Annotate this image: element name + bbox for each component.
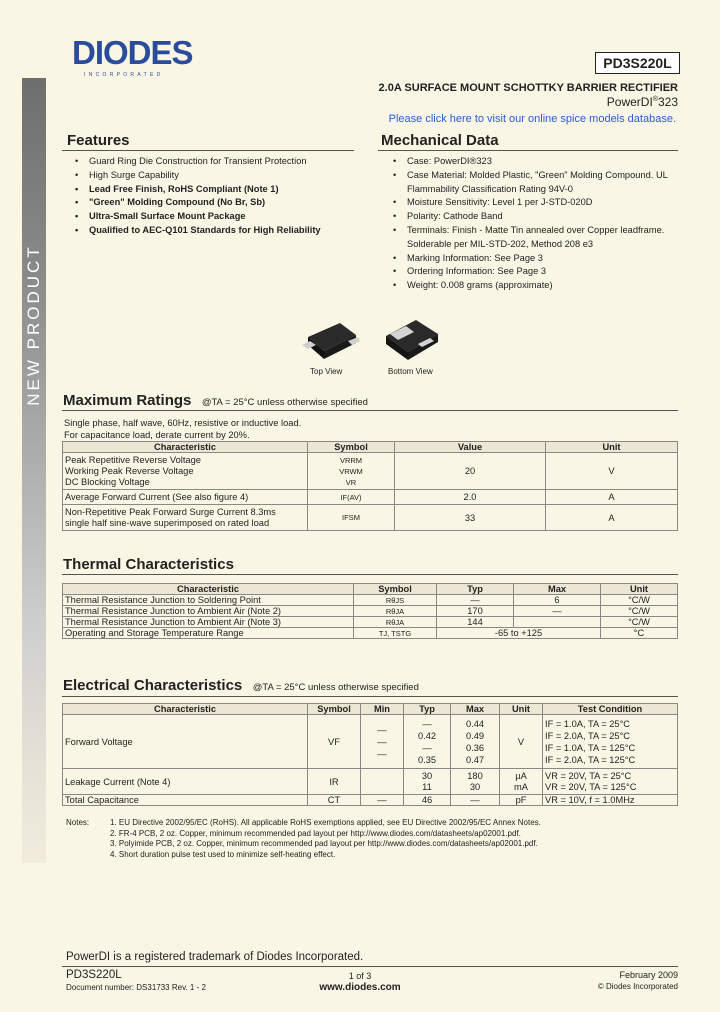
side-band [22, 78, 46, 863]
thermal-rule [62, 574, 678, 575]
table-row: Leakage Current (Note 4) IR 30 11 180 30 µA mA VR = 20V, TA = 25°C VR = 20V, TA = 125°C [63, 769, 678, 795]
doc-title: 2.0A SURFACE MOUNT SCHOTTKY BARRIER RECTIFIER [378, 82, 678, 94]
features-rule [62, 150, 354, 151]
electrical-table [62, 703, 678, 806]
package-top-view-image [300, 315, 360, 367]
thermal-title: Thermal Characteristics [63, 556, 234, 573]
part-number: PD3S220L [595, 52, 680, 74]
spice-models-link[interactable]: Please click here to visit our online spice models database. [388, 113, 676, 125]
mechanical-title: Mechanical Data [381, 132, 499, 149]
list-item: • Ordering Information: See Page 3 [393, 266, 547, 277]
electrical-heading: Electrical Characteristics @TA = 25°C unless otherwise specified [63, 677, 419, 694]
note-item: 4. Short duration pulse test used to minimize self-heating effect. [110, 849, 336, 859]
list-item: • Weight: 0.008 grams (approximate) [393, 280, 553, 291]
footer-part: PD3S220L [66, 969, 122, 981]
package-name: PowerDI®323 [606, 95, 678, 109]
note-item: 2. FR-4 PCB, 2 oz. Copper, minimum recommended pad layout per http://www.diodes.com/datasheets/ap02001.pdf. [110, 828, 521, 838]
footer-docnum: Document number: DS31733 Rev. 1 - 2 [66, 983, 206, 992]
table-header-row: Characteristic Symbol Min Typ Max Unit Test Condition [63, 704, 678, 715]
notes-list [110, 818, 678, 860]
table-row: Forward Voltage VF — — — — 0.42 — 0.35 0.44 0.49 0.36 0.47 V IF = 1.0A, TA = 25°C IF = 2.0A, TA = 25°C IF = 1.0A, TA = 125°C IF = 2.0A, TA = 125°C [63, 715, 678, 769]
top-view-caption: Top View [310, 367, 343, 376]
diodes-logo: DIODES [72, 34, 193, 71]
electrical-rule [62, 696, 678, 697]
note-item: 3. Polyimide PCB, 2 oz. Copper, minimum recommended pad layout per http://www.diodes.com/datasheets/ap02001.pdf. [110, 839, 538, 848]
table-header-row: Characteristic Symbol Typ Max Unit [63, 584, 678, 595]
features-list [75, 155, 359, 238]
table-row: Total Capacitance CT — 46 — pF VR = 10V, f = 1.0MHz [63, 795, 678, 806]
footer-url[interactable]: www.diodes.com [319, 982, 401, 993]
footer-rule [62, 966, 678, 967]
list-item: • Moisture Sensitivity: Level 1 per J-STD-020D [393, 197, 593, 208]
logo-subtitle: INCORPORATED [84, 72, 164, 78]
list-item: • "Green" Molding Compound (No Br, Sb) [75, 197, 266, 208]
footer-page: 1 of 3 [348, 971, 372, 981]
footer-date: February 2009 [619, 970, 678, 980]
new-product-label: NEW PRODUCT [24, 244, 43, 406]
max-ratings-rule [62, 410, 678, 411]
thermal-table [62, 583, 678, 639]
package-bottom-view-image [380, 312, 442, 368]
table-row: Operating and Storage Temperature Range TJ, TSTG -65 to +125 °C [63, 628, 678, 639]
max-ratings-heading: Maximum Ratings @TA = 25°C unless otherwise specified [63, 392, 368, 409]
list-item: • Marking Information: See Page 3 [393, 252, 543, 263]
features-title: Features [67, 132, 130, 149]
list-item: • Qualified to AEC-Q101 Standards for High Reliability [75, 224, 321, 235]
list-item: • High Surge Capability [75, 169, 179, 180]
table-row: Thermal Resistance Junction to Ambient Air (Note 3) RθJA 144 °C/W [63, 617, 678, 628]
table-row: Non-Repetitive Peak Forward Surge Current 8.3ms single half sine-wave superimposed on rated load IFSM 33 A [63, 505, 678, 531]
trademark-note: PowerDI is a registered trademark of Diodes Incorporated. [66, 951, 364, 963]
list-item: • Ultra-Small Surface Mount Package [75, 211, 246, 222]
max-ratings-table [62, 441, 678, 531]
table-row: Peak Repetitive Reverse Voltage Working Peak Reverse Voltage DC Blocking Voltage VRRM VRWM VR 20 V [63, 453, 678, 490]
list-item: • Case Material: Molded Plastic, "Green" Molding Compound. UL Flammability Classification Rating 94V-0 [393, 169, 668, 194]
footer-copyright: © Diodes Incorporated [597, 982, 678, 991]
list-item: • Case: PowerDI®323 [393, 156, 492, 166]
notes-label: Notes: [66, 818, 90, 827]
list-item: • Terminals: Finish - Matte Tin annealed over Copper leadframe. Solderable per MIL-STD-202, Method 208 e3 [393, 224, 665, 249]
table-header-row: Characteristic Symbol Value Unit [63, 442, 678, 453]
table-row: Average Forward Current (See also figure 4) IF(AV) 2.0 A [63, 490, 678, 505]
mechanical-list [393, 155, 679, 293]
list-item: • Lead Free Finish, RoHS Compliant (Note 1) [75, 183, 279, 194]
table-row: Thermal Resistance Junction to Ambient Air (Note 2) RθJA 170 — °C/W [63, 606, 678, 617]
list-item: • Polarity: Cathode Band [393, 211, 503, 222]
table-row: Thermal Resistance Junction to Soldering Point RθJS — 6 °C/W [63, 595, 678, 606]
list-item: • Guard Ring Die Construction for Transient Protection [75, 156, 307, 166]
note-item: 1. EU Directive 2002/95/EC (RoHS). All applicable RoHS exemptions applied, see EU Directive 2002/95/EC Annex Notes. [110, 818, 541, 827]
bottom-view-caption: Bottom View [388, 367, 433, 376]
mechanical-rule [378, 150, 678, 151]
max-ratings-intro: Single phase, half wave, 60Hz, resistive or inductive load. For capacitance load, derate current by 20%. [64, 418, 302, 440]
